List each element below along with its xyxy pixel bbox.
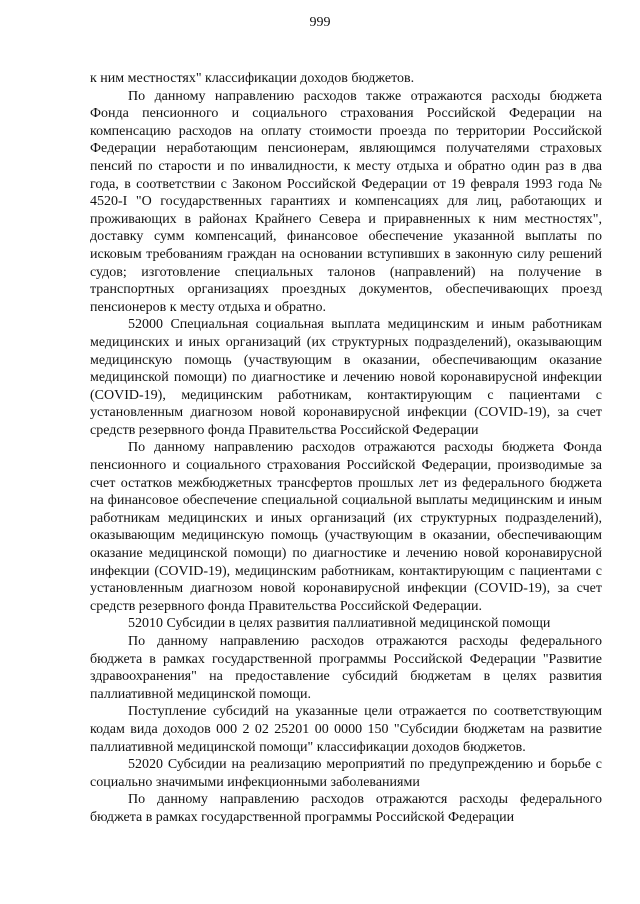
document-body — [90, 70, 602, 827]
paragraph: По данному направлению расходов также отражаются расходы бюджета Фонда пенсионного и социального страхования Российской Федерации на компенсацию расходов на оплату стоимости проезда по территории Российской Федерации неработающим пенсионерам, являющимся получателями страховых пенсий по старости и по инвалидности, к месту отдыха и обратно один раз в два года, в соответствии с Законом Российской Федерации от 19 февраля 1993 года № 4520-I "О государственных гарантиях и компенсациях для лиц, работающих и проживающих в районах Крайнего Севера и приравненных к ним местностях", доставку сумм компенсаций, финансовое обеспечение указанной выплаты по исковым требованиям граждан на основании вступивших в законную силу решений судов; изготовление специальных талонов (направлений) на получение в транспортных организациях проездных документов, обеспечивающих проезд пенсионеров к месту отдыха и обратно. — [90, 88, 602, 315]
paragraph: По данному направлению расходов отражаются расходы бюджета Фонда пенсионного и социального страхования Российской Федерации, производимые за счет остатков межбюджетных трансфертов прошлых лет из федерального бюджета на финансовое обеспечение специальной социальной выплаты медицинским и иным работникам медицинских и иных организаций (их структурных подразделений), оказывающим медицинскую помощь (участвующим в оказании, обеспечивающим оказание медицинской помощи) по диагностике и лечению новой коронавирусной инфекции (COVID-19), медицинским работникам, контактирующим с пациентами с установленным диагнозом новой коронавирусной инфекции (COVID-19), за счет средств резервного фонда Правительства Российской Федерации. — [90, 440, 602, 614]
section-heading-52000: 52000 Специальная социальная выплата медицинским и иным работникам медицинских и иных организаций (их структурных подразделений), оказывающим медицинскую помощь (участвующим в оказании, обеспечивающим оказание медицинской помощи) по диагностике и лечению новой коронавирусной инфекции (COVID-19), медицинским работникам, контактирующим с пациентами с установленным диагнозом новой коронавирусной инфекции (COVID-19), за счет средств резервного фонда Правительства Российской Федерации — [90, 317, 602, 438]
paragraph: По данному направлению расходов отражаются расходы федерального бюджета в рамках государственной программы Российской Федерации — [90, 792, 602, 825]
paragraph: По данному направлению расходов отражаются расходы федерального бюджета в рамках государственной программы Российской Федерации "Развитие здравоохранения" на предоставление субсидий бюджетам в целях развития паллиативной медицинской помощи. — [90, 634, 602, 702]
paragraph: Поступление субсидий на указанные цели отражается по соответствующим кодам вида доходов 000 2 02 25201 00 0000 150 "Субсидии бюджетам на развитие паллиативной медицинской помощи" классификации доходов бюджетов. — [90, 704, 602, 755]
paragraph: к ним местностях" классификации доходов бюджетов. — [90, 71, 415, 86]
section-heading-52010: 52010 Субсидии в целях развития паллиативной медицинской помощи — [128, 616, 551, 632]
page-number: 999 — [309, 15, 331, 30]
section-heading-52020: 52020 Субсидии на реализацию мероприятий по предупреждению и борьбе с социально значимыми инфекционными заболеваниями — [90, 757, 602, 790]
